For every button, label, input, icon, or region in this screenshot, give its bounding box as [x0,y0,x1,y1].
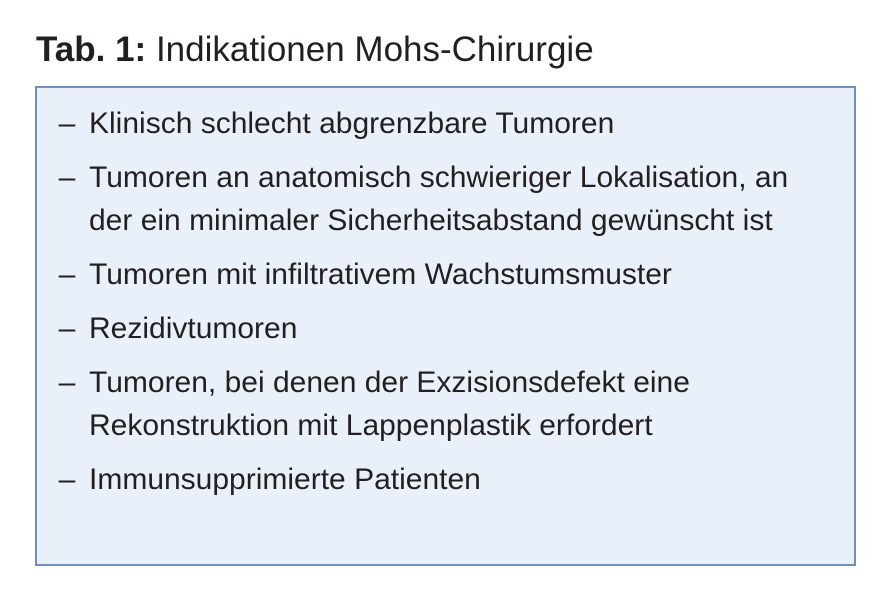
list-item [37,102,854,145]
dash-bullet: – [58,366,76,399]
indications-list [37,102,854,512]
dash-bullet: – [58,107,76,140]
dash-bullet: – [58,161,76,194]
list-item-text: Immunsupprimierte Patienten [89,463,481,496]
table-title [36,28,594,72]
list-item-text: Rezidivtumoren [89,312,298,345]
list-item [37,307,854,350]
list-item [37,253,854,296]
table-title-text: Indikationen Mohs-Chirurgie [155,30,594,69]
dash-bullet: – [58,312,76,345]
list-item-text: Tumoren an anatomisch schwieriger Lokalisation, an der ein minimaler Sicherheitsabstand gewünscht ist [89,161,789,237]
list-item-text: Tumoren mit infiltrativem Wachstumsmuster [89,258,672,291]
indications-box [35,86,856,566]
list-item-text: Tumoren, bei denen der Exzisionsdefekt eine Rekonstruktion mit Lappenplastik erfordert [89,366,690,442]
dash-bullet: – [58,258,76,291]
list-item [37,156,854,242]
table-number: Tab. 1: [36,30,147,69]
list-item-text: Klinisch schlecht abgrenzbare Tumoren [89,107,615,140]
list-item [37,458,854,501]
dash-bullet: – [58,463,76,496]
list-item [37,361,854,447]
